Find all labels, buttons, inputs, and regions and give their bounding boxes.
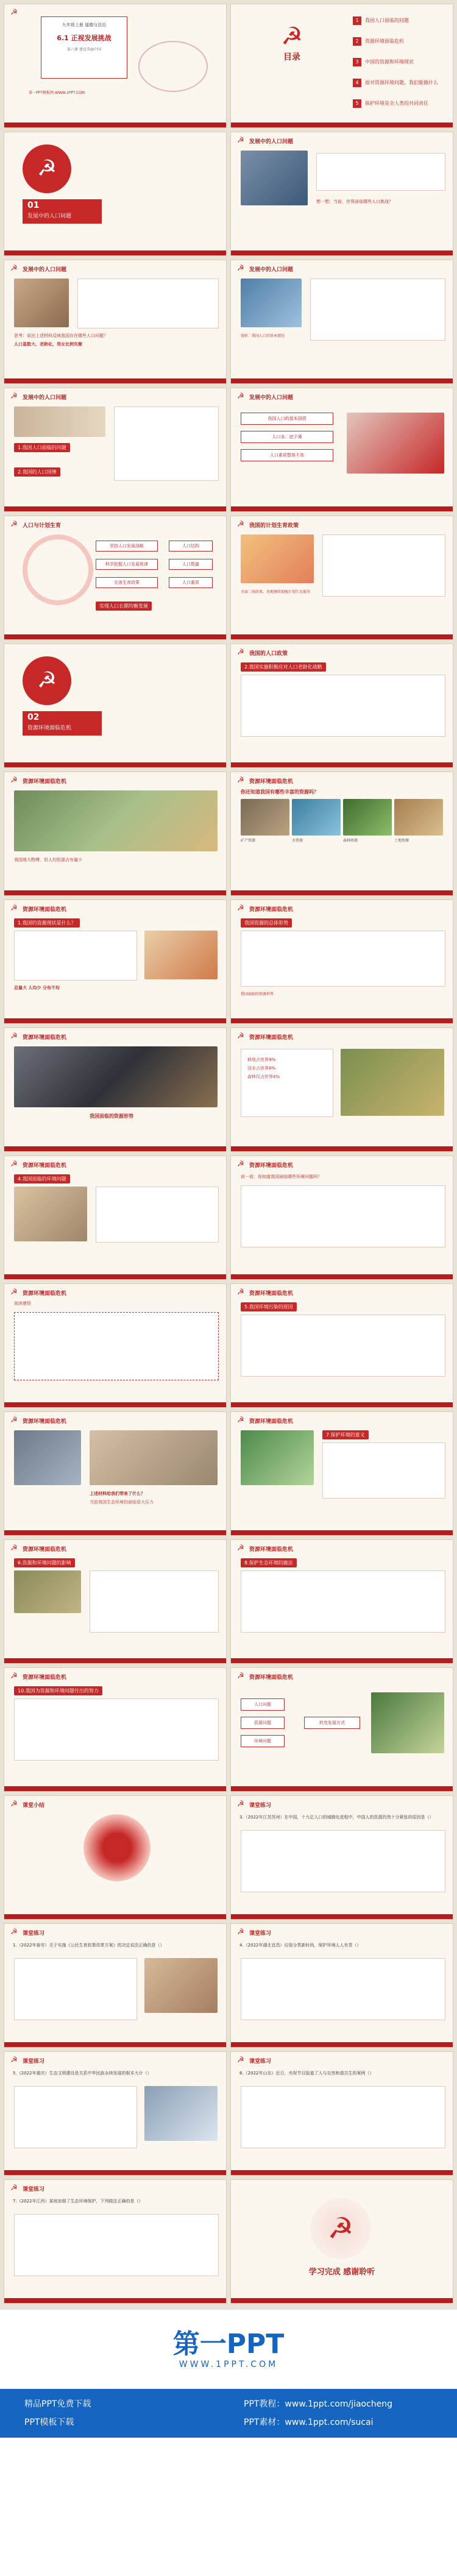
slide-national-condition[interactable]	[230, 388, 453, 512]
slide-footer-bar	[231, 1274, 453, 1279]
question-text: 思考：说出上述材料反映我国存在哪些人口问题？	[14, 333, 108, 338]
crowd-photo	[241, 151, 308, 205]
party-emblem-icon: ☭	[10, 2184, 18, 2193]
slide-tag: 资源环境面临危机	[23, 1035, 67, 1041]
footer-right-2[interactable]: PPT素材：www.1ppt.com/sucai	[244, 2418, 374, 2427]
party-emblem-icon: ☭	[237, 1032, 244, 1041]
slide-tag: 课堂练习	[249, 1803, 272, 1809]
slide-environment-meaning[interactable]	[230, 1411, 453, 1536]
party-emblem-icon: ☭	[237, 1672, 244, 1681]
slide-resource-form[interactable]	[230, 899, 453, 1024]
answer-text: 人口基数大、老龄化、男女比例失衡	[14, 342, 82, 347]
slide-aging-policy[interactable]	[230, 644, 453, 768]
options-panel	[241, 2086, 445, 2148]
globe-photo	[241, 279, 302, 327]
summary-item-2: 资源问题	[241, 1717, 285, 1729]
footer-blue-bar	[0, 2389, 457, 2438]
exercise-question: 6.（2022年山东）近日，央视节目报道了人与自然和谐共生的案例（）	[239, 2071, 374, 2076]
text-panel	[114, 406, 219, 481]
menu-item-5[interactable]: 5 保护环境是全人类的共同责任	[353, 99, 428, 108]
right-item-2: 人口数量	[169, 559, 213, 570]
box-population: 人口多、底子薄	[241, 431, 333, 443]
menu-item-label: 面对资源环境问题，我们能做什么	[365, 80, 438, 85]
poster-image	[347, 413, 444, 474]
slide-footer-bar	[4, 1530, 226, 1535]
resource-label-2: 水资源	[292, 839, 303, 843]
text-panel	[241, 1049, 333, 1117]
resource-label-3: 森林资源	[343, 839, 358, 843]
text-panel	[96, 1187, 219, 1243]
party-emblem-icon: ☭	[237, 520, 244, 529]
caption-text: 我国面临的资源形势	[241, 992, 274, 996]
party-emblem-icon: ☭	[237, 904, 244, 913]
exercise-question: 7.（2022年江西）某地加强了生态环境保护，下列做法正确的是（）	[13, 2199, 143, 2204]
party-emblem-icon: ☭	[10, 8, 18, 17]
bottom-label: 实现人口长期均衡发展	[96, 601, 152, 611]
summary-item-1: 人口问题	[241, 1698, 285, 1711]
slide-tag: 课堂小结	[23, 1803, 45, 1809]
slide-population-problems[interactable]	[4, 260, 227, 384]
options-panel	[14, 1958, 137, 2020]
slide-footer-bar	[231, 1146, 453, 1151]
slide-footer-bar	[231, 250, 453, 255]
slide-tag: 资源环境面临危机	[23, 907, 67, 913]
menu-item-label: 我国人口面临的问题	[365, 18, 409, 23]
text-panel	[241, 1570, 445, 1633]
question-label: 1.我国的资源现状是什么？	[14, 918, 80, 928]
menu-title: 目录	[283, 52, 300, 62]
impact-photo	[14, 1570, 81, 1613]
slide-exercise-1[interactable]	[230, 1795, 453, 1920]
slide-tag: 人口与计划生育	[23, 523, 62, 529]
resource-photo-4	[394, 799, 443, 836]
slide-footer-bar	[4, 2042, 226, 2047]
slide-summary-diagram[interactable]	[230, 1667, 453, 1792]
slide-tag: 课堂练习	[249, 1931, 272, 1937]
party-emblem-icon: ☭	[10, 904, 18, 913]
text-panel	[14, 1312, 219, 1380]
exercise-question: 4.（2022年湖北宜昌）垃圾分类新时尚，保护环境人人有责（）	[239, 1943, 361, 1948]
slide-exercise-2[interactable]	[4, 1923, 227, 2048]
slide-tag: 资源环境面临危机	[249, 1419, 294, 1425]
exercise-question: 3.（2022年江苏苏州）在中国，十九亿人口的城镇化进程中，中国人的资源仍然十分紧张的原因是（）	[239, 1815, 434, 1820]
party-emblem-icon: ☭	[10, 776, 18, 785]
slide-pollution-causes[interactable]	[4, 1283, 227, 1408]
exercise-photo	[144, 2086, 218, 2141]
family-photo	[14, 279, 69, 327]
party-emblem-icon: ☭	[237, 1928, 244, 1937]
party-emblem-icon: ☭	[237, 392, 244, 401]
menu-item-1[interactable]: 1 我国人口面临的问题	[353, 16, 409, 25]
footer-left-2[interactable]: PPT模板下载	[24, 2418, 74, 2427]
exercise-question: 1.（2022年泰安）关于实施《公民生育政策改革方案》的决定说法正确的是（）	[13, 1943, 165, 1948]
party-emblem-icon: ☭	[237, 1544, 244, 1553]
slide-footer-bar	[231, 762, 453, 767]
slide-tag: 资源环境面临危机	[249, 1675, 294, 1681]
menu-item-label: 资源环境面临危机	[365, 38, 404, 44]
slide-tag: 资源环境面临危机	[23, 1291, 67, 1297]
text-panel	[90, 1570, 219, 1633]
slide-tag: 发展中的人口问题	[23, 395, 67, 401]
slide-resource-stats[interactable]	[230, 1027, 453, 1152]
slide-footer-bar	[231, 1402, 453, 1407]
part1-title: 发展中的人口问题	[27, 213, 72, 219]
slide-tag: 发展中的人口问题	[23, 267, 67, 273]
center-circle	[23, 534, 93, 605]
slide-environment-pressure[interactable]	[4, 1411, 227, 1536]
resource-label-4: 土地资源	[394, 839, 409, 843]
strategy-item-2: 科学把握人口发展规律	[96, 559, 158, 570]
text-panel	[310, 279, 445, 341]
slide-footer-bar	[4, 1402, 226, 1407]
slide-tag: 资源环境面临危机	[23, 1675, 67, 1681]
slide-footer-bar	[4, 1786, 226, 1791]
slide-tag: 资源环境面临危机	[249, 779, 294, 785]
options-panel	[14, 2086, 137, 2148]
resource-photo-3	[343, 799, 392, 836]
slide-exercise-5[interactable]	[230, 2051, 453, 2176]
party-emblem-icon: ☭	[237, 1288, 244, 1297]
party-emblem-icon: ☭	[10, 1544, 18, 1553]
slide-footer-bar	[231, 2042, 453, 2047]
box-label: 7.保护环境的意义	[322, 1430, 369, 1439]
slide-exercise-6[interactable]	[4, 2179, 227, 2304]
stat-2: 淡水占世界6%	[247, 1066, 276, 1071]
resource-label-1: 矿产资源	[241, 839, 256, 843]
slide-tag: 课堂练习	[23, 2187, 45, 2193]
footer-right-1[interactable]: PPT教程：www.1ppt.com/jiaocheng	[244, 2399, 393, 2409]
slide-protection-actions[interactable]	[230, 1539, 453, 1664]
slide-population-challenge[interactable]	[230, 132, 453, 256]
slide-footer-bar	[4, 250, 226, 255]
part2-no: 02	[27, 712, 40, 722]
menu-item-label: 中国的资源和环境现状	[365, 59, 414, 65]
chart-photo	[90, 1430, 218, 1485]
slide-footer-bar	[231, 890, 453, 895]
environment-map	[14, 1187, 87, 1241]
slide-footer-bar	[4, 1658, 226, 1663]
lotus-graphic	[83, 1814, 151, 1881]
party-emblem-icon: ☭	[237, 136, 244, 145]
party-emblem-icon: ☭	[10, 1416, 18, 1425]
slide-population-national[interactable]	[4, 388, 227, 512]
slide-birth-planning[interactable]	[4, 516, 227, 640]
part1-slide[interactable]	[4, 132, 227, 256]
box-label-1: 1.我国人口面临的问题	[14, 443, 70, 452]
slide-tag: 资源环境面临危机	[23, 779, 67, 785]
caption-text: 资料：我国人口的基本情况	[241, 334, 285, 338]
cover-slide[interactable]	[4, 4, 227, 128]
slide-summary-flower[interactable]	[4, 1795, 227, 1920]
right-item-3: 人口素质	[169, 577, 213, 588]
party-emblem-icon: ☭	[10, 264, 18, 273]
menu-slide[interactable]	[230, 4, 453, 128]
party-emblem-icon: ☭	[23, 656, 71, 705]
slide-efforts[interactable]	[4, 1667, 227, 1792]
options-panel	[241, 1830, 445, 1892]
party-emblem-icon: ☭	[237, 1800, 244, 1809]
slide-footer-bar	[231, 122, 453, 127]
party-emblem-icon: ☭	[10, 1160, 18, 1169]
slide-resources-intro[interactable]	[4, 772, 227, 896]
slide-environment-talk[interactable]	[230, 1155, 453, 1280]
cover-title-card	[41, 16, 127, 79]
slide-resource-pollution[interactable]	[4, 1027, 227, 1152]
landscape-photo	[241, 1430, 314, 1485]
document-photo	[14, 1430, 81, 1485]
slide-footer-bar	[231, 1530, 453, 1535]
slide-exercise-4[interactable]	[4, 2051, 227, 2176]
slide-tag: 资源环境面临危机	[23, 1163, 67, 1169]
china-map	[144, 931, 218, 979]
cover-grade: 九年级上册 道德与法治	[62, 23, 107, 27]
stat-3: 森林仅占世界4%	[247, 1074, 280, 1079]
pollution-photo	[14, 1046, 218, 1107]
menu-item-2[interactable]: 2 资源环境面临危机	[353, 37, 404, 46]
slide-footer-bar	[4, 378, 226, 383]
slide-tag: 发展中的人口问题	[249, 267, 294, 273]
resource-grid-photo	[341, 1049, 444, 1116]
text-panel	[14, 1698, 219, 1761]
slide-footer-bar	[231, 1786, 453, 1791]
right-item-1: 人口结构	[169, 541, 213, 552]
answer-text: 总量大 人均少 分布不均	[14, 985, 60, 990]
cover-lesson: 6.1 正视发展挑战	[57, 34, 112, 42]
party-emblem-icon: ☭	[10, 520, 18, 529]
slide-tag: 资源环境面临危机	[249, 1035, 294, 1041]
slide-tag: 资源环境面临危机	[23, 1419, 67, 1425]
note-text: 我国地大物博，但人均资源占有量少	[14, 857, 82, 862]
menu-item-3[interactable]: 3 中国的资源和环境现状	[353, 58, 414, 66]
slide-pollution-reasons[interactable]	[230, 1283, 453, 1408]
slide-tag: 资源环境面临危机	[249, 1163, 294, 1169]
footer-area	[0, 2310, 457, 2576]
title-label: 6.资源和环境问题的影响	[14, 1558, 75, 1567]
banner-photo	[14, 406, 105, 437]
text-panel	[241, 675, 445, 737]
slide-tag: 课堂练习	[23, 2059, 45, 2065]
resource-photo-2	[292, 799, 341, 836]
text-panel	[241, 931, 445, 987]
options-panel	[14, 2214, 219, 2276]
slide-population-facts[interactable]	[230, 260, 453, 384]
party-emblem-icon: ☭	[23, 144, 71, 193]
slide-tag: 资源环境面临危机	[249, 907, 294, 913]
party-emblem-icon: ☭	[310, 2198, 371, 2259]
slide-resources-types[interactable]	[230, 772, 453, 896]
slide-footer-bar	[4, 762, 226, 767]
slide-footer-bar	[4, 1018, 226, 1023]
slide-impact[interactable]	[4, 1539, 227, 1664]
slide-tag: 课堂练习	[249, 2059, 272, 2065]
slide-two-child[interactable]	[230, 516, 453, 640]
party-emblem-icon: ☭	[10, 392, 18, 401]
box-label-2: 2.我国的人口国情	[14, 467, 60, 477]
box-label: 2.我国实施积极应对人口老龄化战略	[241, 662, 326, 672]
party-emblem-icon: ☭	[281, 23, 303, 51]
text-panel	[322, 1442, 445, 1499]
menu-emblem	[255, 23, 328, 77]
cover-sub: 第六课 建设美丽中国	[67, 48, 101, 52]
slide-footer-bar	[231, 378, 453, 383]
party-emblem-icon: ☭	[237, 264, 244, 273]
summary-right: 转变发展方式	[304, 1717, 360, 1729]
slide-footer-bar	[4, 890, 226, 895]
box-national: 我国人口的基本国情	[241, 413, 333, 425]
caption-text: 全面二孩政策，各地继续加强计划生育服务	[241, 590, 311, 594]
question-text: 你还知道我国有哪些丰富的资源吗？	[241, 789, 319, 795]
exercise-photo	[144, 1958, 218, 2013]
box-quality: 人口素质整体不高	[241, 449, 333, 461]
party-emblem-icon: ☭	[237, 1416, 244, 1425]
answer-text: 当前我国生态环境仍面临很大压力	[90, 1500, 154, 1505]
text-panel	[14, 931, 137, 981]
thanks-text: 学习完成 感谢聆听	[308, 2268, 375, 2277]
slide-footer-bar	[231, 1658, 453, 1663]
slide-footer-bar	[231, 1914, 453, 1919]
cover-ornament	[138, 41, 208, 92]
note-text: 阅读感悟	[14, 1301, 31, 1306]
party-emblem-icon: ☭	[237, 648, 244, 657]
summary-photo	[371, 1692, 444, 1753]
note-text: 说一说：你知道我国面临哪些环境问题吗？	[241, 1174, 322, 1179]
slide-tag: 发展中的人口问题	[249, 395, 294, 401]
slide-footer-bar	[231, 2170, 453, 2175]
footer-brand: 第一PPT	[172, 2329, 285, 2360]
slide-footer-bar	[4, 2170, 226, 2175]
strategy-item-3: 完善生育政策	[96, 577, 158, 588]
strategy-item-1: 坚持人口发展战略	[96, 541, 158, 552]
slide-tag: 课堂练习	[23, 1931, 45, 1937]
slide-tag: 发展中的人口问题	[249, 139, 294, 145]
title-label: 10.我国为资源和环境问题付出的努力	[14, 1686, 102, 1695]
part2-slide[interactable]	[4, 644, 227, 768]
summary-item-3: 环境问题	[241, 1735, 285, 1747]
exercise-question: 5.（2022年重庆）生态文明建设是关系中华民族永续发展的根本大计（）	[13, 2071, 152, 2076]
box-label: 5.我国环境污染的原因	[241, 1302, 297, 1311]
text-panel	[322, 534, 445, 597]
text-panel	[241, 1185, 445, 1247]
text-panel	[241, 1315, 445, 1377]
resource-photo-1	[241, 799, 289, 836]
party-emblem-icon: ☭	[10, 1800, 18, 1809]
family-cartoon	[241, 534, 314, 583]
question-text: 上述材料给我们带来了什么？	[90, 1491, 145, 1496]
part2-banner	[23, 711, 102, 736]
slide-footer-bar	[231, 634, 453, 639]
options-panel	[241, 1958, 445, 2020]
box-label: 4.我国面临的环境问题	[14, 1174, 70, 1183]
slide-tag: 资源环境面临危机	[23, 1547, 67, 1553]
party-emblem-icon: ☭	[237, 2056, 244, 2065]
party-emblem-icon: ☭	[237, 1160, 244, 1169]
slide-footer-bar	[231, 506, 453, 511]
party-emblem-icon: ☭	[10, 1288, 18, 1297]
slide-footer-bar	[4, 634, 226, 639]
party-emblem-icon: ☭	[10, 1032, 18, 1041]
slide-footer-bar	[231, 2298, 453, 2303]
slide-tag: 资源环境面临危机	[249, 1291, 294, 1297]
footer-left-1[interactable]: 精品PPT免费下载	[24, 2399, 91, 2409]
party-emblem-icon: ☭	[10, 2056, 18, 2065]
caption-text: 我国面临的资源形势	[90, 1113, 133, 1119]
part2-title: 资源环境面临危机	[27, 725, 72, 731]
slide-tag: 资源环境面临危机	[249, 1547, 294, 1553]
party-emblem-icon: ☭	[10, 1928, 18, 1937]
stat-1: 耕地占世界9%	[247, 1057, 276, 1062]
end-slide[interactable]	[230, 2179, 453, 2304]
slide-tag: 我国的计划生育政策	[249, 523, 299, 529]
slide-footer-bar	[4, 122, 226, 127]
slide-environment-problems[interactable]	[4, 1155, 227, 1280]
slide-footer-bar	[4, 1914, 226, 1919]
text-panel	[316, 153, 445, 191]
slide-resource-status[interactable]	[4, 899, 227, 1024]
cover-site: 第一PPT模板网-WWW.1PPT.COM	[29, 91, 85, 95]
slide-exercise-3[interactable]	[230, 1923, 453, 2048]
question-text: 想一想：当前，世界面临哪些人口挑战？	[316, 199, 393, 204]
menu-item-label: 保护环境是全人类的共同责任	[365, 101, 428, 106]
part1-no: 01	[27, 200, 40, 210]
party-emblem-icon: ☭	[237, 776, 244, 785]
footer-url: WWW.1PPT.COM	[179, 2360, 278, 2369]
slide-footer-bar	[4, 2298, 226, 2303]
menu-item-4[interactable]: 4 面对资源环境问题，我们能做什么	[353, 79, 438, 87]
slide-footer-bar	[4, 506, 226, 511]
slide-footer-bar	[4, 1146, 226, 1151]
party-emblem-icon: ☭	[10, 1672, 18, 1681]
title-label: 8.保护生态环境的做法	[241, 1558, 297, 1567]
part1-banner	[23, 199, 102, 224]
slide-tag: 我国的人口政策	[249, 651, 288, 657]
landscape-collage	[14, 790, 218, 851]
slide-footer-bar	[4, 1274, 226, 1279]
box-label: 我国资源的总体形势	[241, 918, 292, 928]
text-panel	[77, 279, 219, 328]
slide-footer-bar	[231, 1018, 453, 1023]
